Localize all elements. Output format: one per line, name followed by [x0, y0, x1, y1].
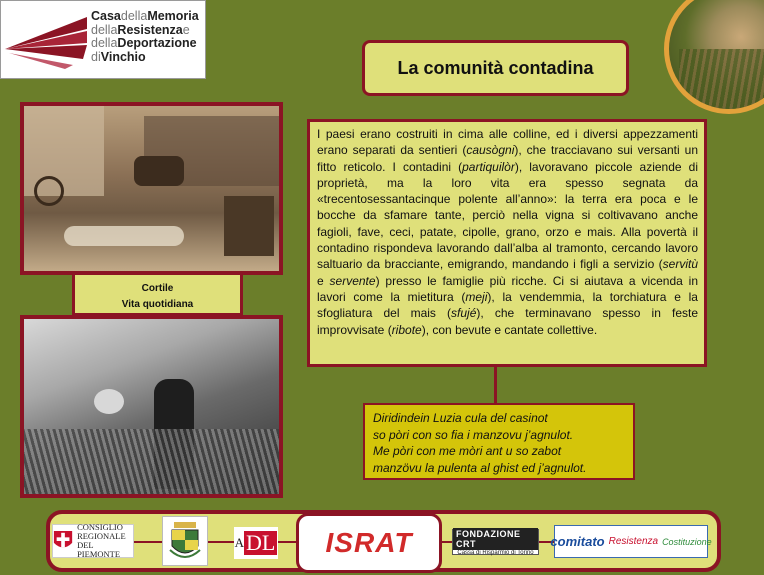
courtyard-caption — [72, 275, 243, 316]
museum-logo — [0, 0, 206, 79]
main-text: I paesi erano costruiti in cima alle colline, ed i diversi appezzamenti erano separati da sentieri (causògni), che tracciavano sui versanti un fitto reticolo. I contadini (partiquilòr), lavoravano piccole aziende di proprietà, ma la loro vita era spesso segnata da «trecentosessantacinque polente all’anno»: la terra era poca e le bocche da sfamare tante, perciò nella vigna si coltivavano anche fagioli, fave, ceci, patate, cipolle, grano, orzo e mais. Alla povertà il contadino rispondeva lavorando dall’alba al tramonto, cercando lavoro saltuario da bracciante, emigrando, mandando i figli a servizio (servitù e servente) presso le famiglie più ricche. Ci si aiutava a vicenda in lavori come la mietitura (meji), la vendemmia, la torchiatura e la sfogliatura del mais (sfujé), che terminavano spesso in feste improvvisate (ribote), con bevute e cantate collettive. — [307, 119, 707, 367]
coat-of-arms-icon — [168, 520, 202, 562]
adl-logo: A DL — [234, 527, 278, 559]
poem-line-2: so pòri con so fia i manzovu j’agnulot. — [373, 427, 574, 442]
caption-line-1: Cortile — [141, 283, 174, 294]
woman-photo — [20, 315, 283, 498]
poem-line-1: Diridindein Luzia cula del casinot — [373, 411, 548, 425]
israt-logo: ISRAT — [296, 513, 442, 573]
fondazione-crt-logo: FONDAZIONE CRT Cassa di Risparmio di Torino — [452, 529, 539, 555]
page-title: La comunità contadina — [362, 40, 629, 96]
courtyard-photo — [20, 102, 283, 275]
connector-line — [494, 367, 497, 403]
poem-line-3: Me pòri con me mòri ant u so zabot — [373, 444, 562, 458]
comitato-resistenza-logo: comitato Resistenza Costituzione — [554, 525, 708, 558]
landscape-photo — [664, 0, 764, 114]
logo-fan-icon — [3, 9, 89, 71]
logo-text: CasadellaMemoria dellaResistenzae dellaDeportazione diVinchio — [91, 9, 199, 64]
caption-line-2: Vita quotidiana — [121, 299, 194, 310]
piemonte-shield-icon — [53, 529, 73, 553]
poem-line-4: manzövu la pulenta al ghist ed j’agnulot. — [373, 460, 587, 475]
consiglio-regionale-logo: CONSIGLIO REGIONALE DEL PIEMONTE — [52, 524, 134, 558]
vinchio-coat-of-arms — [162, 516, 208, 566]
dialect-poem — [363, 403, 635, 480]
